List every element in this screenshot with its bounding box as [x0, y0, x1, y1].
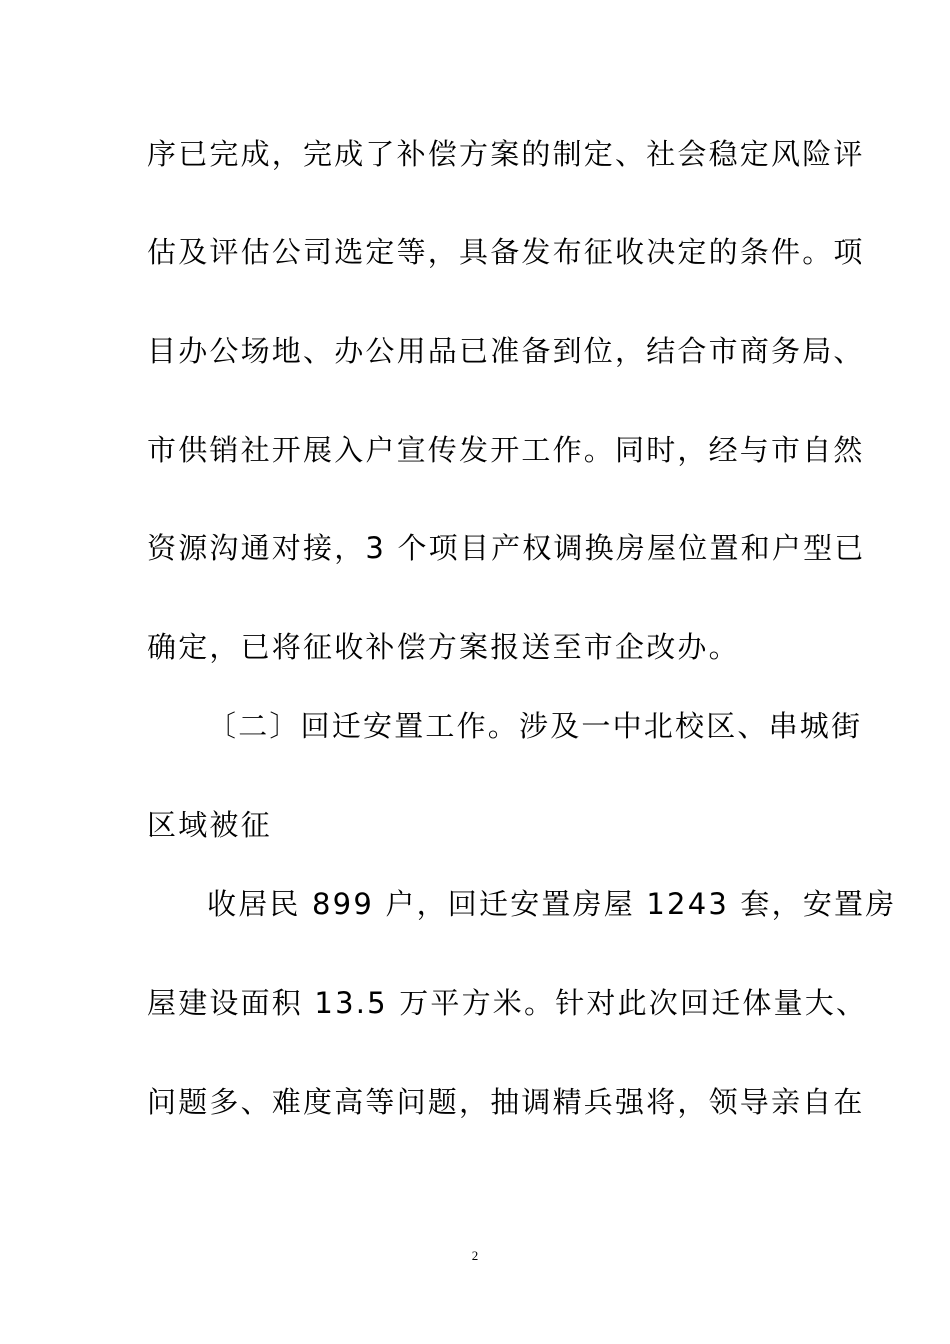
- page-number: 2: [471, 1248, 479, 1263]
- paragraph-line: 区域被征: [147, 808, 272, 842]
- paragraph-line: 屋建设面积 13.5 万平方米。针对此次回迁体量大、: [147, 986, 868, 1020]
- paragraph-line: 序已完成，完成了补偿方案的制定、社会稳定风险评: [147, 137, 865, 171]
- section-heading-line: 〔二〕回迁安置工作。涉及一中北校区、串城街: [207, 709, 863, 743]
- paragraph-line: 目办公场地、办公用品已准备到位，结合市商务局、: [147, 334, 865, 368]
- paragraph-line: 确定，已将征收补偿方案报送至市企改办。: [147, 630, 740, 664]
- paragraph-line: 估及评估公司选定等，具备发布征收决定的条件。项: [147, 235, 865, 269]
- paragraph-line: 市供销社开展入户宣传发开工作。同时，经与市自然: [147, 433, 865, 467]
- paragraph-line: 问题多、难度高等问题，抽调精兵强将，领导亲自在: [147, 1085, 865, 1119]
- paragraph-line: 资源沟通对接，3 个项目产权调换房屋位置和户型已: [147, 531, 866, 565]
- paragraph-line: 收居民 899 户，回迁安置房屋 1243 套，安置房: [207, 887, 897, 921]
